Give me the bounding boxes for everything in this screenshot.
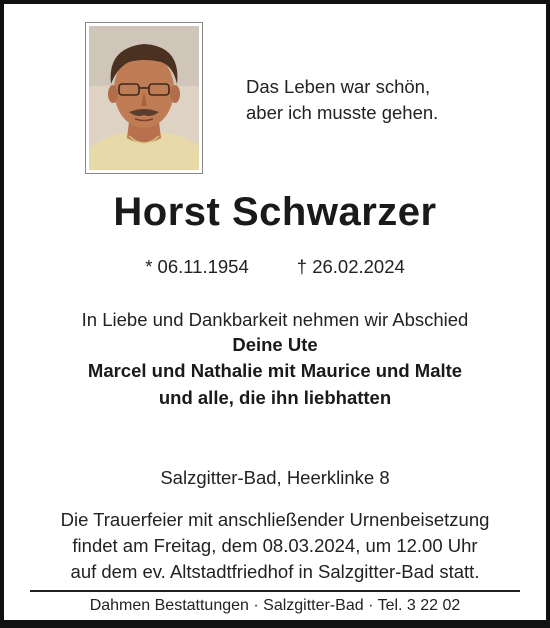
divider — [30, 590, 520, 592]
quote-line-1: Das Leben war schön, — [246, 76, 431, 97]
portrait-photo — [85, 22, 203, 174]
quote — [246, 74, 438, 126]
deceased-name: Horst Schwarzer — [113, 190, 437, 234]
funeral-home-footer: Dahmen Bestattungen · Salzgitter-Bad · Tel. 3 22 02 — [89, 597, 461, 614]
service-line-3: auf dem ev. Altstadtfriedhof in Salzgitter-Bad statt. — [70, 561, 480, 582]
mourner-line-1: Deine Ute — [232, 334, 318, 355]
mourner-line-3: und alle, die ihn liebhatten — [158, 387, 392, 408]
quote-line-2: aber ich musste gehen. — [246, 102, 439, 123]
death-date: † 26.02.2024 — [296, 256, 405, 277]
life-dates — [0, 256, 550, 278]
family-address: Salzgitter-Bad, Heerklinke 8 — [160, 467, 390, 488]
bottom-border — [0, 620, 550, 628]
mourner-line-2: Marcel und Nathalie mit Maurice und Malte — [87, 360, 463, 381]
birth-date: * 06.11.1954 — [145, 256, 249, 277]
farewell-intro: In Liebe und Dankbarkeit nehmen wir Abschied — [81, 309, 469, 330]
service-line-2: findet am Freitag, dem 08.03.2024, um 12.00 Uhr — [72, 535, 478, 556]
service-line-1: Die Trauerfeier mit anschließender Urnenbeisetzung — [60, 509, 490, 530]
